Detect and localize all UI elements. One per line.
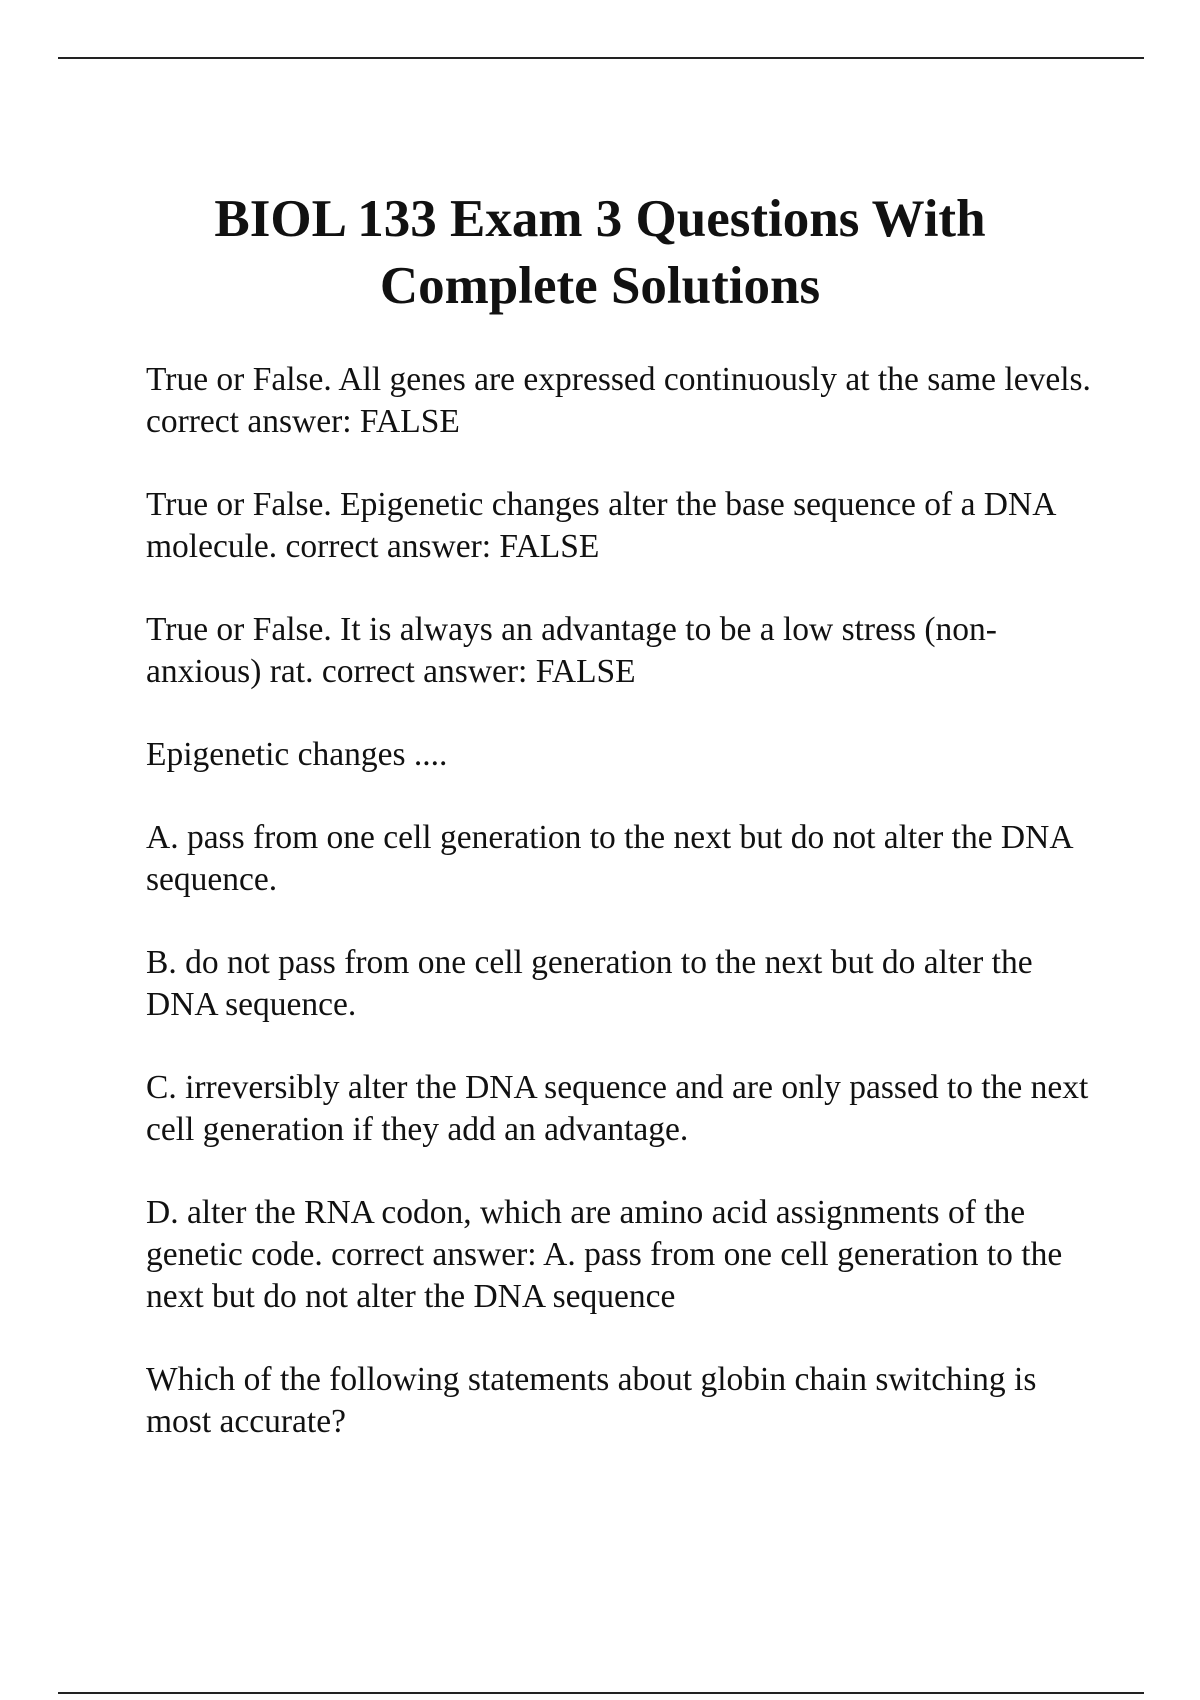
question-paragraph: True or False. Epigenetic changes alter the base sequence of a DNA molecule. correct answer: FALSE <box>146 486 1055 565</box>
question-paragraph: True or False. All genes are expressed continuously at the same levels. correct answer: FALSE <box>146 361 1091 440</box>
question-paragraph: True or False. It is always an advantage to be a low stress (non-anxious) rat. correct answer: FALSE <box>146 611 997 690</box>
document-body <box>146 359 1096 1484</box>
footer-rule <box>58 1692 1144 1694</box>
answer-option-c: C. irreversibly alter the DNA sequence and are only passed to the next cell generation if they add an advantage. <box>146 1069 1089 1148</box>
document-title: BIOL 133 Exam 3 Questions With Complete Solutions <box>214 190 986 315</box>
question-paragraph: Which of the following statements about globin chain switching is most accurate? <box>146 1361 1037 1440</box>
question-paragraph: Epigenetic changes .... <box>146 736 448 773</box>
header-rule <box>58 57 1144 59</box>
answer-option-b: B. do not pass from one cell generation to the next but do alter the DNA sequence. <box>146 944 1033 1023</box>
answer-option-d: D. alter the RNA codon, which are amino acid assignments of the genetic code. correct answer: A. pass from one cell generation to the next but do not alter the DNA sequence <box>146 1194 1063 1315</box>
answer-option-a: A. pass from one cell generation to the next but do not alter the DNA sequence. <box>146 819 1072 898</box>
